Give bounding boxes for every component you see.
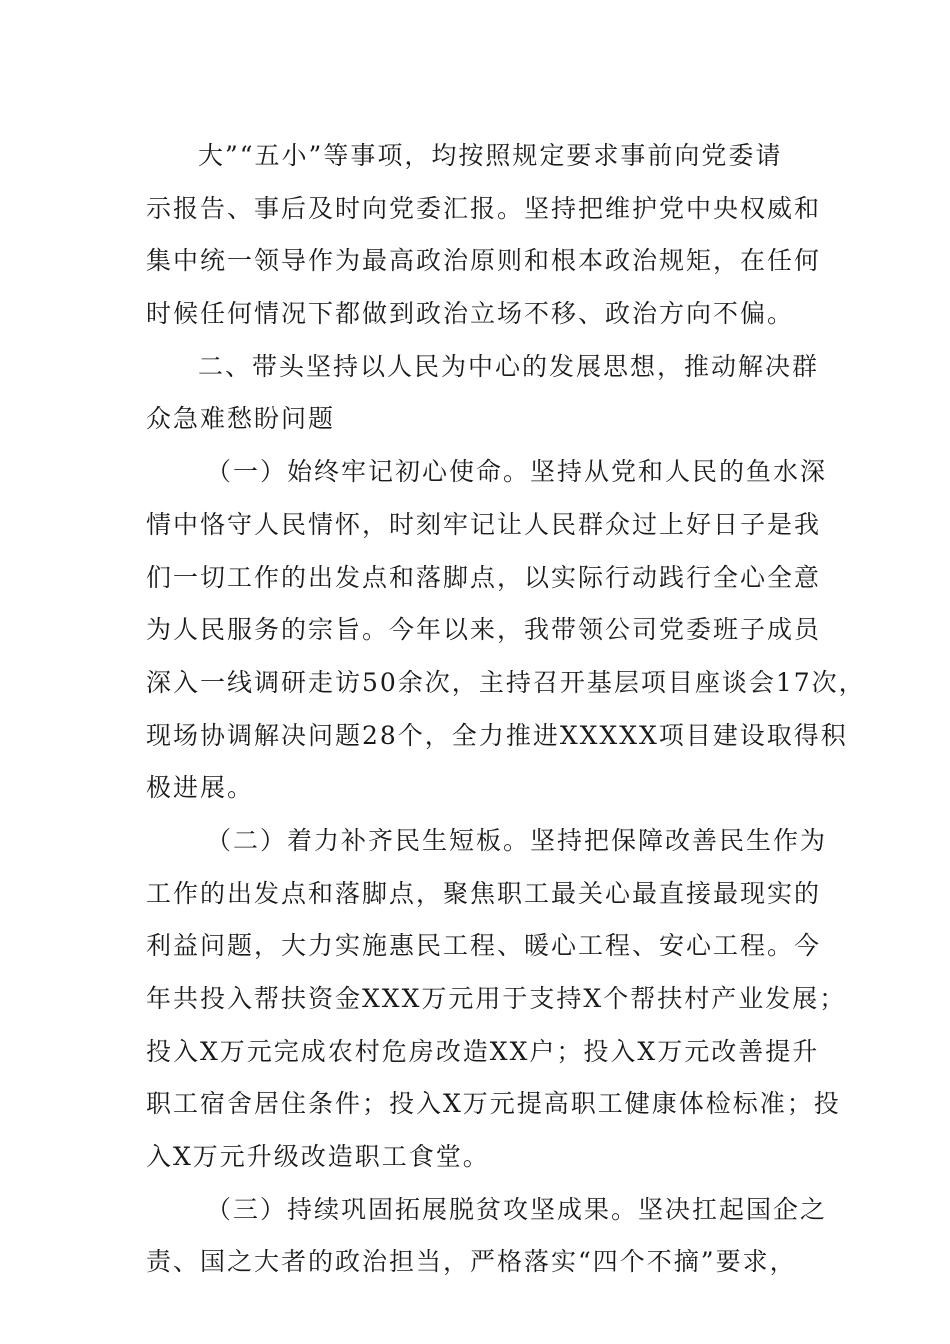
paragraph-line: 示报告、事后及时向党委汇报。坚持把维护党中央权威和 xyxy=(146,193,822,223)
paragraph-line: 大”“五小”等事项，均按照规定要求事前向党委请 xyxy=(198,141,783,170)
paragraph-line: 情中恪守人民情怀，时刻牢记让人民群众过上好日子是我 xyxy=(146,509,822,539)
paragraph-line: 们一切工作的出发点和落脚点，以实际行动践行全心全意 xyxy=(146,562,822,592)
section-heading-line: 二、带头坚持以人民为中心的发展思想，推动解决群 xyxy=(198,351,820,381)
paragraph-line: 工作的出发点和落脚点，聚焦职工最关心最直接最现实的 xyxy=(146,878,822,908)
document-body xyxy=(146,130,866,1289)
paragraph-line: 现场协调解决问题28个，全力推进XXXXX项目建设取得积 xyxy=(146,720,848,750)
paragraph-line: （一）始终牢记初心使命。坚持从党和人民的鱼水深 xyxy=(206,457,828,487)
paragraph-line: （二）着力补齐民生短板。坚持把保障改善民生作为 xyxy=(206,825,828,855)
paragraph-line: 时候任何情况下都做到政治立场不移、政治方向不偏。 xyxy=(146,299,795,329)
section-heading-line: 众急难愁盼问题 xyxy=(146,404,336,434)
paragraph-line: 深入一线调研走访50余次，主持召开基层项目座谈会17次， xyxy=(146,667,866,697)
paragraph-line: 利益问题，大力实施惠民工程、暖心工程、安心工程。今 xyxy=(146,931,822,961)
paragraph-line: 极进展。 xyxy=(146,773,255,803)
paragraph-line: 入X万元升级改造职工食堂。 xyxy=(146,1142,490,1172)
paragraph-line: 责、国之大者的政治担当，严格落实“四个不摘”要求， xyxy=(146,1247,797,1277)
paragraph-line: 集中统一领导作为最高政治原则和根本政治规矩，在任何 xyxy=(146,246,822,276)
paragraph-line: （三）持续巩固拓展脱贫攻坚成果。坚决扛起国企之 xyxy=(206,1194,828,1224)
paragraph-line: 投入X万元完成农村危房改造XX户；投入X万元改善提升 xyxy=(146,1036,820,1066)
paragraph-line: 职工宿舍居住条件；投入X万元提高职工健康体检标准；投 xyxy=(146,1089,841,1119)
paragraph-line: 为人民服务的宗旨。今年以来，我带领公司党委班子成员 xyxy=(146,615,822,645)
paragraph-line: 年共投入帮扶资金XXX万元用于支持X个帮扶村产业发展； xyxy=(146,984,847,1013)
